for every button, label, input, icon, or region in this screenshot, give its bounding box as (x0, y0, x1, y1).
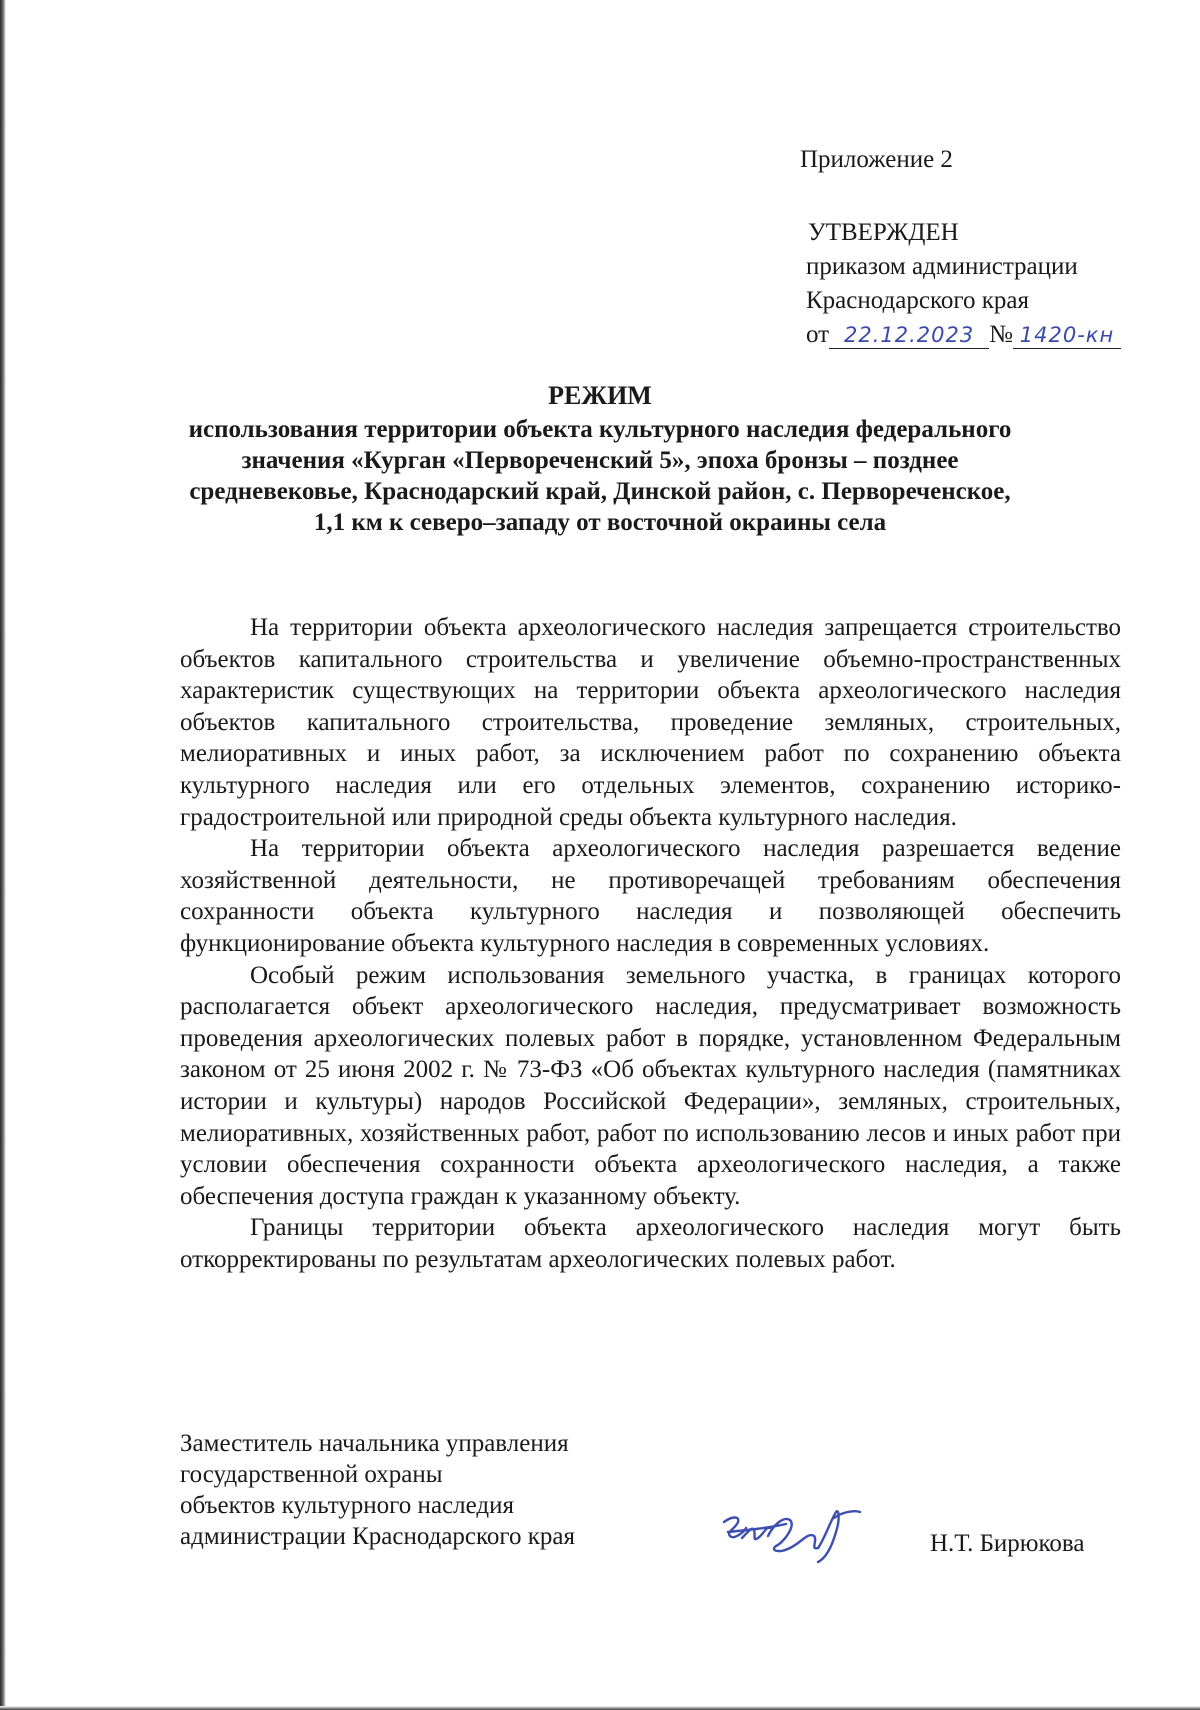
position-line-4: администрации Краснодарского края (180, 1523, 576, 1550)
paragraph-prohibitions: На территории объекта археологического наследия запрещается строительство объектов капитального строительства и увеличение объемно-пространственных характеристик существующих на территории объекта археологического наследия объектов капитального строительства, проведение земляных, строительных, мелиоративных и иных работ, за исключением работ по сохранению объекта культурного наследия или его отдельных элементов, сохранению историко-градостроительной или природной среды объекта культурного наследия. (180, 614, 1121, 831)
date-prefix: от (806, 321, 830, 348)
scan-edge-bottom (0, 1706, 1200, 1710)
approval-line-1: приказом администрации (806, 253, 1078, 280)
title-line-3: средневековье, Краснодарский край, Динской район, с. Первореченское, (189, 478, 1011, 505)
title-line-4: 1,1 км к северо–западу от восточной окраины села (313, 509, 887, 536)
position-line-2: государственной охраны (180, 1461, 443, 1488)
signatory-position (180, 1428, 680, 1552)
title-line-1: использования территории объекта культурного наследия федерального (188, 416, 1012, 443)
title-heading: РЕЖИМ (548, 381, 652, 410)
position-line-3: объектов культурного наследия (180, 1492, 514, 1519)
approval-line-2: Краснодарского края (806, 287, 1029, 314)
document-body (180, 612, 1121, 1275)
annex-label: Приложение 2 (800, 146, 953, 173)
order-date-number-line (806, 318, 1121, 352)
order-number-handwritten: 1420-кн (1013, 322, 1121, 349)
scan-edge-left (0, 0, 6, 1710)
document-title (150, 380, 1050, 538)
approved-stamp-label: УТВЕРЖДЕН (808, 219, 959, 246)
handwritten-signature-icon (718, 1502, 868, 1566)
title-line-2: значения «Курган «Первореченский 5», эпоха бронзы – позднее (241, 447, 959, 474)
paragraph-special-regime: Особый режим использования земельного участка, в границах которого располагается объект археологического наследия, предусматривает возможность проведения археологических полевых работ в порядке, установленном Федеральным законом от 25 июня 2002 г. № 73-ФЗ «Об объектах культурного наследия (памятниках истории и культуры) народов Российской Федерации», земляных, строительных, мелиоративных, хозяйственных работ, работ по использованию лесов и иных работ при условии обеспечения сохранности объекта археологического наследия, а также обеспечения доступа граждан к указанному объекту. (180, 961, 1121, 1210)
paragraph-permissions: На территории объекта археологического наследия разрешается ведение хозяйственной деятельности, не противоречащей требованиям обеспечения сохранности объекта культурного наследия и позволяющей обеспечить функционирование объекта культурного наследия в современных условиях. (180, 835, 1121, 957)
signer-name: Н.Т. Бирюкова (930, 1530, 1085, 1557)
number-prefix: № (989, 321, 1013, 348)
position-line-1: Заместитель начальника управления (180, 1430, 569, 1457)
paragraph-boundaries: Границы территории объекта археологического наследия могут быть откорректированы по результатам археологических полевых работ. (180, 1214, 1121, 1273)
order-date-handwritten: 22.12.2023 (829, 322, 989, 349)
signature-svg (718, 1502, 868, 1566)
